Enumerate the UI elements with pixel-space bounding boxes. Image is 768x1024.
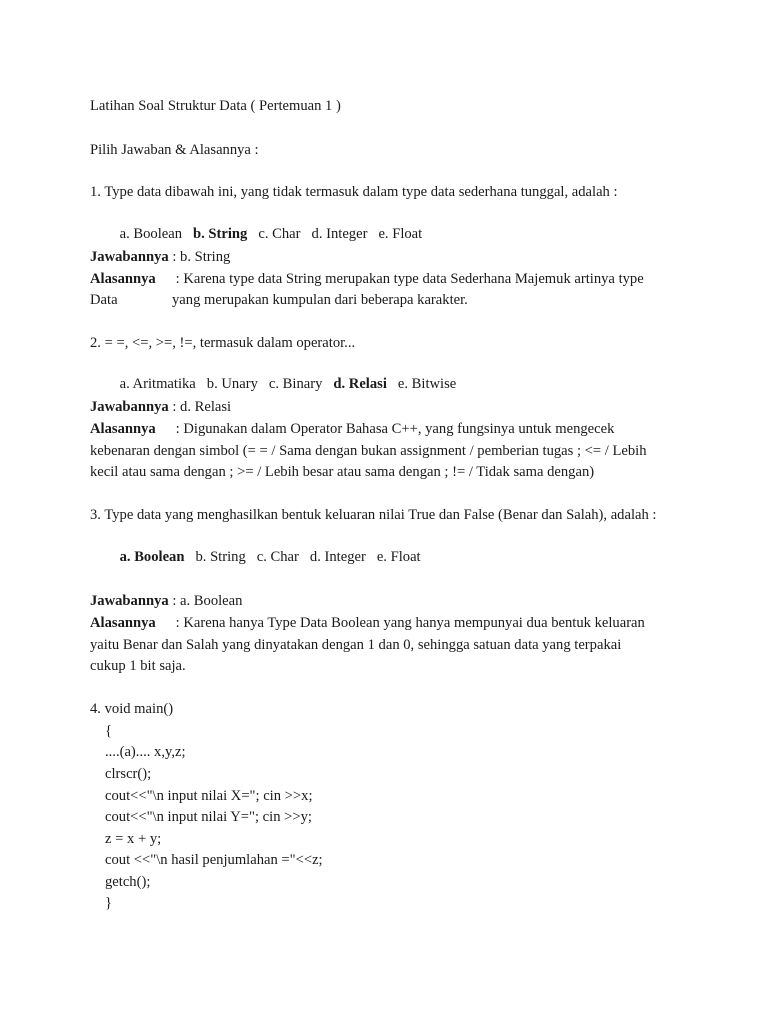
question-4-text: 4. void main(): [90, 701, 174, 717]
question-1-text: 1. Type data dibawah ini, yang tidak termasuk dalam type data sederhana tunggal, adalah :: [90, 184, 618, 200]
reason-text: : Karena type data String merupakan type data Sederhana Majemuk artinya type: [172, 271, 644, 287]
answer-value: : a. Boolean: [168, 593, 243, 609]
option-c: c. Char: [256, 549, 299, 565]
option-b-correct: b. String: [193, 226, 248, 242]
reason-lead-word: Data: [90, 292, 118, 308]
question-2-text: 2. = =, <=, >=, !=, termasuk dalam operator...: [90, 335, 356, 351]
reason-1-line-2: [90, 290, 468, 310]
reason-3-line-2: yaitu Benar dan Salah yang dinyatakan dengan 1 dan 0, sehingga satuan data yang terpakai: [90, 637, 622, 653]
code-line-9: }: [105, 895, 113, 911]
reason-label: Alasannya: [90, 615, 156, 631]
option-a-correct: a. Boolean: [119, 549, 185, 565]
question-3-options: [105, 527, 421, 587]
option-a: a. Aritmatika: [119, 376, 196, 392]
instruction-text: Pilih Jawaban & Alasannya :: [90, 142, 259, 158]
answer-label: Jawabannya: [90, 399, 169, 415]
reason-text: : Karena hanya Type Data Boolean yang hanya mempunyai dua bentuk keluaran: [172, 615, 645, 631]
code-line-5: cout<<"\n input nilai Y="; cin >>y;: [105, 809, 312, 825]
option-b: b. String: [195, 549, 246, 565]
reason-text: : Digunakan dalam Operator Bahasa C++, yang fungsinya untuk mengecek: [172, 421, 615, 437]
option-e: e. Bitwise: [397, 376, 457, 392]
reason-label: Alasannya: [90, 271, 156, 287]
reason-label: Alasannya: [90, 421, 156, 437]
answer-1: [90, 247, 230, 267]
option-e: e. Float: [378, 226, 423, 242]
option-e: e. Float: [376, 549, 421, 565]
code-line-1: {: [105, 723, 113, 739]
answer-value: : d. Relasi: [168, 399, 232, 415]
option-c: c. Binary: [268, 376, 323, 392]
code-line-4: cout<<"\n input nilai X="; cin >>x;: [105, 788, 313, 804]
document-title: Latihan Soal Struktur Data ( Pertemuan 1 ): [90, 98, 341, 114]
option-c: c. Char: [258, 226, 301, 242]
code-line-6: z = x + y;: [105, 831, 162, 847]
code-line-7: cout <<"\n hasil penjumlahan ="<<z;: [105, 852, 323, 868]
option-d: d. Integer: [309, 549, 366, 565]
reason-text: yang merupakan kumpulan dari beberapa karakter.: [172, 292, 468, 308]
answer-label: Jawabannya: [90, 593, 169, 609]
answer-label: Jawabannya: [90, 249, 169, 265]
question-3-text: 3. Type data yang menghasilkan bentuk keluaran nilai True dan False (Benar dan Salah), adalah :: [90, 507, 657, 523]
reason-3-line-1: [90, 613, 645, 633]
reason-3-line-3: cukup 1 bit saja.: [90, 658, 186, 674]
code-line-3: clrscr();: [105, 766, 152, 782]
answer-2: [90, 397, 231, 417]
reason-1-line-1: [90, 269, 644, 289]
answer-3: [90, 591, 242, 611]
option-a: a. Boolean: [119, 226, 183, 242]
option-b: b. Unary: [206, 376, 258, 392]
option-d-correct: d. Relasi: [333, 376, 387, 392]
code-line-2: ....(a).... x,y,z;: [105, 744, 186, 760]
reason-2-line-2: kebenaran dengan simbol (= = / Sama dengan bukan assignment / pemberian tugas ; <= / Lebih: [90, 443, 647, 459]
reason-2-line-3: kecil atau sama dengan ; >= / Lebih besar atau sama dengan ; != / Tidak sama dengan): [90, 464, 595, 480]
option-d: d. Integer: [311, 226, 368, 242]
code-line-8: getch();: [105, 874, 151, 890]
reason-2-line-1: [90, 419, 614, 439]
answer-value: : b. String: [168, 249, 231, 265]
